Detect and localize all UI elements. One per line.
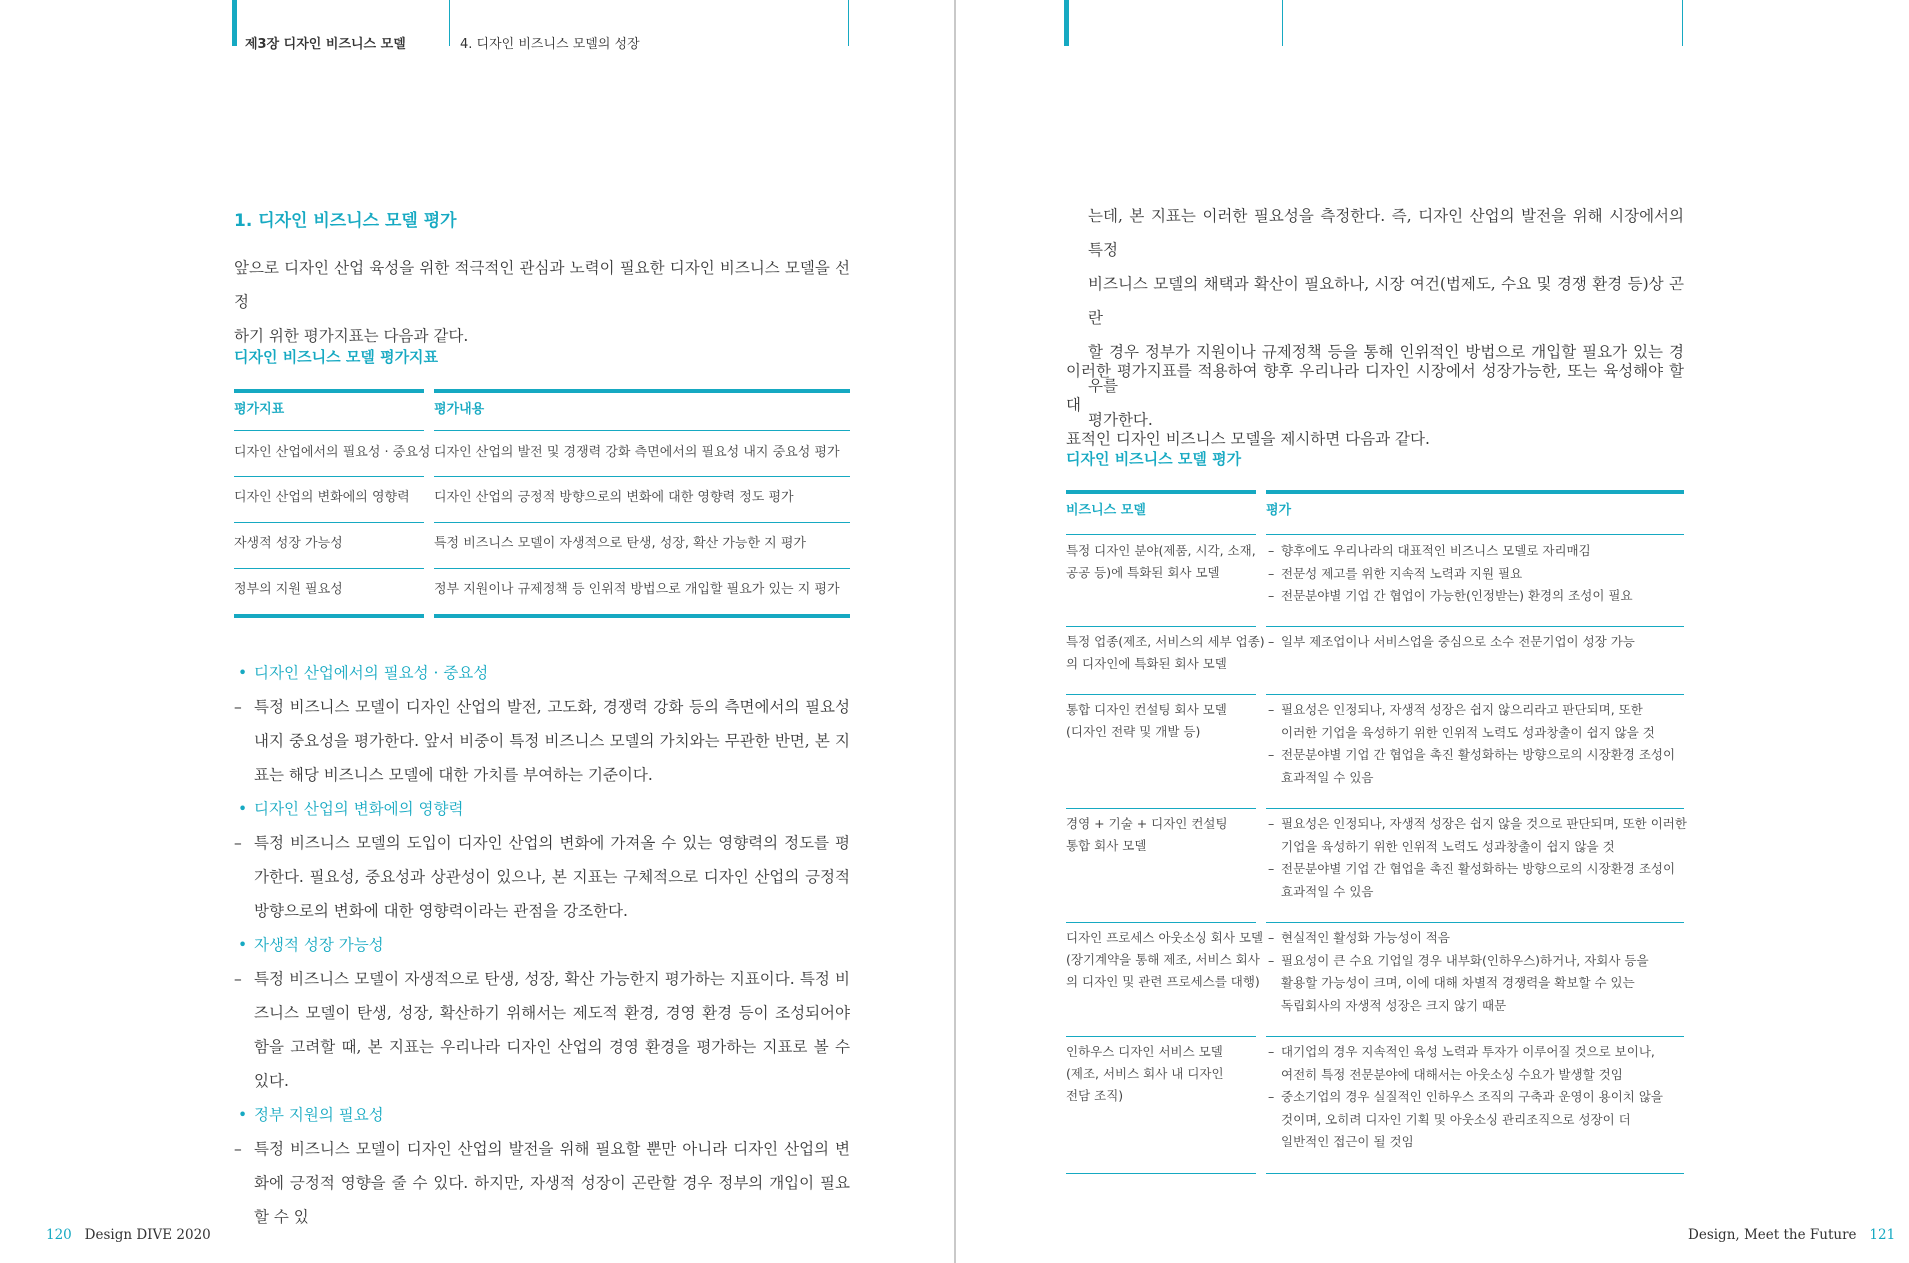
eval-text: 이러한 기업을 육성하기 위한 인위적 노력도 성과창출이 쉽지 않을 것	[1281, 724, 1655, 740]
header-divider	[449, 0, 450, 46]
row-divider	[234, 568, 424, 569]
header-divider	[848, 0, 849, 46]
eval-item	[1268, 1041, 1663, 1086]
eval-item	[1268, 540, 1633, 563]
criterion-body	[234, 1132, 850, 1234]
eval-text: 효과적일 수 있음	[1281, 769, 1374, 785]
row-divider	[234, 522, 424, 523]
model-cell	[1066, 1041, 1224, 1107]
header-divider	[1682, 0, 1683, 46]
table-title: 디자인 비즈니스 모델 평가	[1066, 450, 1242, 468]
dash-icon: –	[1268, 861, 1275, 876]
footer-title: Design DIVE 2020	[84, 1227, 211, 1243]
header-accent-bar	[232, 0, 237, 46]
row-divider	[1266, 922, 1684, 923]
dash-icon: –	[1268, 543, 1275, 558]
column-header: 평가내용	[434, 402, 485, 417]
text-line: 이러한 평가지표를 적용하여 향후 우리나라 디자인 시장에서 성장가능한, 또는 육성해야 할 대	[1066, 362, 1684, 414]
dash-icon: –	[1268, 634, 1275, 649]
page-gutter	[954, 0, 956, 1263]
table-cell: 디자인 산업에서의 필요성 · 중요성	[234, 445, 431, 460]
dash-icon: –	[234, 1140, 242, 1158]
eval-text: 전문성 제고를 위한 지속적 노력과 지원 필요	[1281, 565, 1523, 581]
eval-item	[1268, 1086, 1663, 1154]
eval-cell	[1268, 1041, 1663, 1154]
model-line: 전담 조직)	[1066, 1088, 1124, 1103]
text-line: 비즈니스 모델의 채택과 확산이 필요하나, 시장 여건(법제도, 수요 및 경쟁 환경 등)상 곤란	[1088, 275, 1684, 327]
dash-icon: –	[1268, 1044, 1275, 1059]
table-bottom-rule	[1066, 1173, 1256, 1174]
table-bottom-bar	[434, 614, 850, 618]
row-divider	[1066, 922, 1256, 923]
criterion-title	[234, 656, 850, 690]
row-divider	[234, 430, 424, 431]
table-cell: 자생적 성장 가능성	[234, 536, 343, 551]
header-divider	[1282, 0, 1283, 46]
eval-text: 일반적인 접근이 될 것임	[1281, 1134, 1414, 1149]
model-line: 특정 디자인 분야(제품, 시각, 소재,	[1066, 543, 1256, 558]
eval-text: 필요성은 인정되나, 자생적 성장은 쉽지 않으리라고 판단되며, 또한	[1281, 702, 1643, 717]
table-cell: 디자인 산업의 긍정적 방향으로의 변화에 대한 영향력 정도 평가	[434, 490, 794, 505]
model-line: (장기계약을 통해 제조, 서비스 회사	[1066, 952, 1260, 967]
criterion-title	[234, 1098, 850, 1132]
bullet-icon: •	[238, 936, 248, 954]
model-line: (디자인 전략 및 개발 등)	[1066, 724, 1201, 739]
left-footer	[46, 1227, 211, 1243]
bullet-icon: •	[238, 664, 248, 682]
model-cell	[1066, 631, 1265, 675]
criterion-body-text: 특정 비즈니스 모델이 디자인 산업의 발전을 위해 필요할 뿐만 아니라 디자인 산업의 변화에 긍정적 영향을 줄 수 있다. 하지만, 자생적 성장이 곤란할 경우 정부의 개입이 필요할 수 있	[254, 1140, 850, 1226]
bullet-icon: •	[238, 1106, 248, 1124]
model-line: (제조, 서비스 회사 내 디자인	[1066, 1066, 1224, 1081]
section-title: 4. 디자인 비즈니스 모델의 성장	[460, 37, 640, 52]
dash-icon: –	[234, 834, 242, 852]
criterion-body-text: 특정 비즈니스 모델이 디자인 산업의 발전, 고도화, 경쟁력 강화 등의 측면에서의 필요성 내지 중요성을 평가한다. 앞서 비중이 특정 비즈니스 모델의 가치와는 무관한 반면, 본 지표는 해당 비즈니스 모델에 대한 가치를 부여하는 기준이다.	[254, 698, 850, 784]
table-cell: 특정 비즈니스 모델이 자생적으로 탄생, 성장, 확산 가능한 지 평가	[434, 536, 806, 551]
row-divider	[434, 522, 850, 523]
eval-item	[1268, 744, 1675, 789]
column-header: 평가	[1266, 503, 1292, 518]
table-cell: 디자인 산업의 발전 및 경쟁력 강화 측면에서의 필요성 내지 중요성 평가	[434, 445, 840, 460]
model-cell	[1066, 927, 1263, 993]
bullet-icon: •	[238, 800, 248, 818]
dash-icon: –	[1268, 747, 1275, 762]
eval-text: 전문분야별 기업 간 협업이 가능한(인정받는) 환경의 조성이 필요	[1281, 588, 1633, 603]
text-line: 평가한다.	[1088, 411, 1153, 429]
dash-icon: –	[234, 970, 242, 988]
criterion-title	[234, 928, 850, 962]
dash-icon: –	[1268, 702, 1275, 717]
criterion-body-text: 특정 비즈니스 모델이 자생적으로 탄생, 성장, 확산 가능한지 평가하는 지표이다. 특정 비즈니스 모델이 탄생, 성장, 확산하기 위해서는 제도적 환경, 경영 환경 등이 조성되어야 함을 고려할 때, 본 지표는 우리나라 디자인 산업의 경영 환경을 평가하는 지표로 볼 수 있다.	[254, 970, 850, 1090]
page-number: 121	[1869, 1227, 1896, 1243]
eval-text: 중소기업의 경우 실질적인 인하우스 조직의 구축과 운영이 용이치 않을	[1281, 1089, 1663, 1104]
model-line: 통합 회사 모델	[1066, 838, 1147, 853]
text-line: 할 경우 정부가 지원이나 규제정책 등을 통해 인위적인 방법으로 개입할 필요가 있는 경우를	[1088, 343, 1684, 395]
row-divider	[1266, 1036, 1684, 1037]
eval-text: 필요성이 큰 수요 기업일 경우 내부화(인하우스)하거나, 자회사 등을	[1281, 952, 1649, 968]
row-divider	[434, 430, 850, 431]
footer-title: Design, Meet the Future	[1688, 1227, 1857, 1243]
row-divider	[1066, 808, 1256, 809]
row-divider	[434, 476, 850, 477]
dash-icon: –	[1268, 565, 1275, 581]
model-line: 디자인 프로세스 아웃소싱 회사 모델	[1066, 930, 1264, 945]
eval-item	[1268, 813, 1687, 858]
eval-text: 일부 제조업이나 서비스업을 중심으로 소수 전문기업이 성장 가능	[1281, 634, 1635, 649]
model-line: 인하우스 디자인 서비스 모델	[1066, 1044, 1223, 1059]
eval-text: 활용할 가능성이 크며, 이에 대해 차별적 경쟁력을 확보할 수 있는	[1281, 975, 1635, 990]
eval-text: 독립회사의 자생적 성장은 크지 않기 때문	[1281, 997, 1507, 1013]
criterion-body-text: 특정 비즈니스 모델의 도입이 디자인 산업의 변화에 가져올 수 있는 영향력의 정도를 평가한다. 필요성, 중요성과 상관성이 있으나, 본 지표는 구체적으로 디자인 산업의 긍정적 방향으로의 변화에 대한 영향력이라는 관점을 강조한다.	[254, 834, 850, 920]
text-line: 앞으로 디자인 산업 육성을 위한 적극적인 관심과 노력이 필요한 디자인 비즈니스 모델을 선정	[234, 259, 850, 311]
eval-item	[1268, 631, 1635, 654]
table-cell: 정부 지원이나 규제정책 등 인위적 방법으로 개입할 필요가 있는 지 평가	[434, 582, 840, 597]
header-accent-bar	[1064, 0, 1069, 46]
model-line: 의 디자인 및 관련 프로세스를 대행)	[1066, 974, 1260, 989]
text-line: 하기 위한 평가지표는 다음과 같다.	[234, 327, 469, 345]
row-divider	[1066, 694, 1256, 695]
right-footer	[1688, 1227, 1895, 1243]
row-divider	[1066, 626, 1256, 627]
summary-paragraph	[1066, 354, 1684, 456]
row-divider	[1266, 626, 1684, 627]
eval-item	[1268, 858, 1687, 903]
dash-icon: –	[1268, 588, 1275, 603]
eval-text: 필요성은 인정되나, 자생적 성장은 쉽지 않을 것으로 판단되며, 또한 이러한	[1281, 816, 1687, 831]
dash-icon: –	[234, 698, 242, 716]
table-header-bar	[234, 389, 424, 393]
table-header-bar	[1066, 490, 1256, 494]
intro-paragraph	[234, 251, 850, 353]
eval-text: 향후에도 우리나라의 대표적인 비즈니스 모델로 자리매김	[1281, 543, 1591, 558]
eval-item	[1268, 699, 1675, 744]
eval-text: 전문분야별 기업 간 협업을 촉진 활성화하는 방향으로의 시장환경 조성이	[1281, 747, 1676, 762]
column-header: 비즈니스 모델	[1066, 503, 1146, 518]
row-divider	[434, 568, 850, 569]
model-cell	[1066, 540, 1256, 584]
eval-text: 대기업의 경우 지속적인 육성 노력과 투자가 이루어질 것으로 보이나,	[1281, 1044, 1655, 1059]
criterion-body	[234, 962, 850, 1098]
dash-icon: –	[1268, 1089, 1275, 1104]
model-line: 통합 디자인 컨설팅 회사 모델	[1066, 702, 1227, 717]
criterion-title-text: 디자인 산업의 변화에의 영향력	[254, 800, 464, 818]
criterion-title	[234, 792, 850, 826]
column-header: 평가지표	[234, 402, 285, 417]
table-bottom-rule	[1266, 1173, 1684, 1174]
criterion-body	[234, 826, 850, 928]
table-cell: 디자인 산업의 변화에의 영향력	[234, 490, 410, 505]
table-header-bar	[434, 389, 850, 393]
text-line: 표적인 디자인 비즈니스 모델을 제시하면 다음과 같다.	[1066, 430, 1430, 448]
text-line: 는데, 본 지표는 이러한 필요성을 측정한다. 즉, 디자인 산업의 발전을 위해 시장에서의 특정	[1088, 207, 1684, 259]
eval-item	[1268, 927, 1649, 950]
dash-icon: –	[1268, 952, 1275, 968]
row-divider	[1266, 694, 1684, 695]
row-divider	[1266, 808, 1684, 809]
criterion-title-text: 디자인 산업에서의 필요성 · 중요성	[254, 664, 489, 682]
table-title: 디자인 비즈니스 모델 평가지표	[234, 348, 439, 366]
dash-icon: –	[1268, 930, 1275, 945]
dash-icon: –	[1268, 816, 1275, 831]
eval-cell	[1268, 927, 1649, 1017]
criteria-list	[234, 656, 850, 1234]
eval-text: 효과적일 수 있음	[1281, 883, 1374, 899]
model-line: 특정 업종(제조, 서비스의 세부 업종)	[1066, 634, 1265, 649]
table-bottom-bar	[234, 614, 424, 618]
page-number: 120	[46, 1227, 72, 1243]
eval-cell	[1268, 699, 1675, 789]
eval-item	[1268, 950, 1649, 1018]
criterion-body	[234, 690, 850, 792]
section-heading: 1. 디자인 비즈니스 모델 평가	[234, 211, 457, 231]
row-divider	[1066, 534, 1256, 535]
criterion-title-text: 자생적 성장 가능성	[254, 936, 384, 954]
eval-cell	[1268, 813, 1687, 903]
table-header-bar	[1266, 490, 1684, 494]
model-line: 경영 + 기술 + 디자인 컨설팅	[1066, 816, 1228, 831]
eval-cell	[1268, 631, 1635, 654]
eval-text: 여전히 특정 전문분야에 대해서는 아웃소싱 수요가 발생할 것임	[1281, 1066, 1623, 1082]
model-cell	[1066, 813, 1228, 857]
row-divider	[1266, 534, 1684, 535]
table-cell: 정부의 지원 필요성	[234, 582, 343, 597]
model-line: 의 디자인에 특화된 회사 모델	[1066, 656, 1227, 671]
row-divider	[1066, 1036, 1256, 1037]
eval-text: 기업을 육성하기 위한 인위적 노력도 성과창출이 쉽지 않을 것	[1281, 838, 1615, 854]
model-cell	[1066, 699, 1227, 743]
eval-item	[1268, 563, 1633, 586]
eval-cell	[1268, 540, 1633, 608]
chapter-title: 제3장 디자인 비즈니스 모델	[245, 37, 406, 52]
eval-text: 것이며, 오히려 디자인 기획 및 아웃소싱 관리조직으로 성장이 더	[1281, 1111, 1631, 1127]
criterion-title-text: 정부 지원의 필요성	[254, 1106, 384, 1124]
model-line: 공공 등)에 특화된 회사 모델	[1066, 565, 1220, 580]
eval-text: 현실적인 활성화 가능성이 적음	[1281, 930, 1450, 945]
eval-text: 전문분야별 기업 간 협업을 촉진 활성화하는 방향으로의 시장환경 조성이	[1281, 861, 1676, 876]
row-divider	[234, 476, 424, 477]
eval-item	[1268, 585, 1633, 608]
